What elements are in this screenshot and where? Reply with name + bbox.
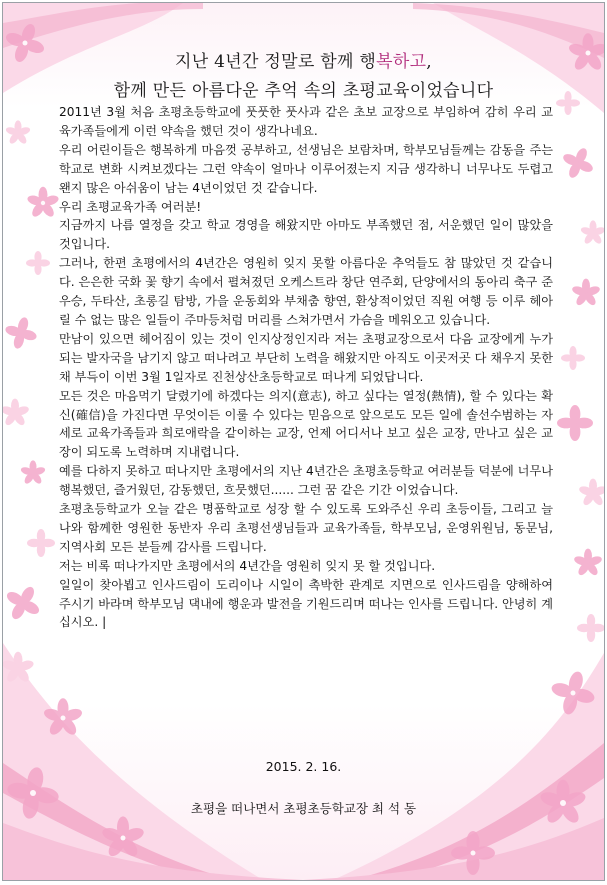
paragraph: 모든 것은 마음먹기 달렸기에 하겠다는 의지(意志), 하고 싶다는 열정(熱情), 할 수 있다는 확신(確信)을 가진다면 무엇이든 이룰 수 있다는 믿음으로 앞으로도 모든 일에 솔선수범하는 자세로 교육가족들과 희로애락을 같이하는 교장, 언제 어디서나 보고 싶은 교장, 만나고 싶은 교장이 되도록 노력하며 지내렵니다. [59,388,553,460]
title-line-1-post: , [426,52,433,72]
letter-body [59,103,553,632]
letter-content [3,3,604,880]
title-line-1-pre: 지난 4년간 정말로 함께 행 [174,52,377,72]
letter-date: 2015. 2. 16. [265,759,342,774]
paragraph: 그러나, 한편 초평에서의 4년간은 영원히 잊지 못할 아름다운 추억들도 참 많았던 것 같습니다. 은은한 국화 꽃 향기 속에서 펼쳐졌던 오케스트라 창단 연주회, 단양에서의 동아리 축구 준우승, 두타산, 초롱길 탐방, 가을 운동회와 부채춤 향연, 환상적이었던 직원 여행 등 이루 헤아릴 수 없는 많은 일들이 주마등처럼 머리를 스쳐가면서 가슴을 메워오고 있습니다. [59,256,553,327]
paragraph: 우리 초평교육가족 여러분! [59,199,202,214]
paragraph: 일일이 찾아뵙고 인사드림이 도리이나 시일이 촉박한 관계로 지면으로 인사드림을 양해하여 주시기 바라며 학부모님 댁내에 행운과 발전을 기원드리며 떠나는 인사를 드립니다. 안녕히 계십시오. | [59,577,553,630]
title-line-1 [3,47,604,72]
paragraph: 예를 다하지 못하고 떠나지만 초평에서의 지난 4년간은 초평초등학교 여러분들 덕분에 너무나 행복했던, 즐거웠던, 감동했던, 흐뭇했던...... 그런 꿈 같은 기간 이었습니다. [59,464,553,498]
paragraph: 만남이 있으면 헤어짐이 있는 것이 인지상정인지라 저는 초평교장으로서 다음 교장에게 누가되는 발자국을 남기지 않고 떠나려고 부단히 노력을 해왔지만 아직도 이곳저곳 다 채우지 못한 채 부득이 이번 3월 1일자로 진천상산초등학교로 떠나게 되었답니다. [59,331,553,384]
paragraph: 지금까지 나름 열정을 갖고 학교 경영을 해왔지만 아마도 부족했던 점, 서운했던 일이 많았을 것입니다. [59,218,553,252]
paragraph: 우리 어린이들은 행복하게 마음껏 공부하고, 선생님은 보람차며, 학부모님들께는 감동을 주는 학교로 변화 시켜보겠다는 그런 약속이 얼마나 이루어졌는지 지금 생각하니 너무나도 두렵고 왠지 많은 아쉬움이 남는 4년이었던 것 같습니다. [59,142,553,195]
paragraph: 초평초등학교가 오늘 같은 명품학교로 성장 할 수 있도록 도와주신 우리 초등이들, 그리고 늘 나와 함께한 영원한 동반자 우리 초평선생님들과 교육가족들, 학부모님, 운영위원님, 동문님, 지역사회 모든 분들께 감사를 드립니다. [59,502,553,554]
title-highlight: 복하고 [376,52,427,72]
paragraph: 2011년 3월 처음 초평초등학교에 풋풋한 풋사과 같은 초보 교장으로 부임하여 감히 우리 교육가족들에게 이런 약속을 했던 것이 생각나네요. [59,105,553,138]
letter-signature: 초평을 떠나면서 초평초등학교장 최 석 동 [190,801,417,816]
letter-page [2,2,605,881]
title-line-2: 함께 만든 아름다운 추억 속의 초평교육이었습니다 [113,81,494,101]
paragraph: 저는 비록 떠나가지만 초평에서의 4년간을 영원히 잊지 못 할 것입니다. [59,558,436,573]
